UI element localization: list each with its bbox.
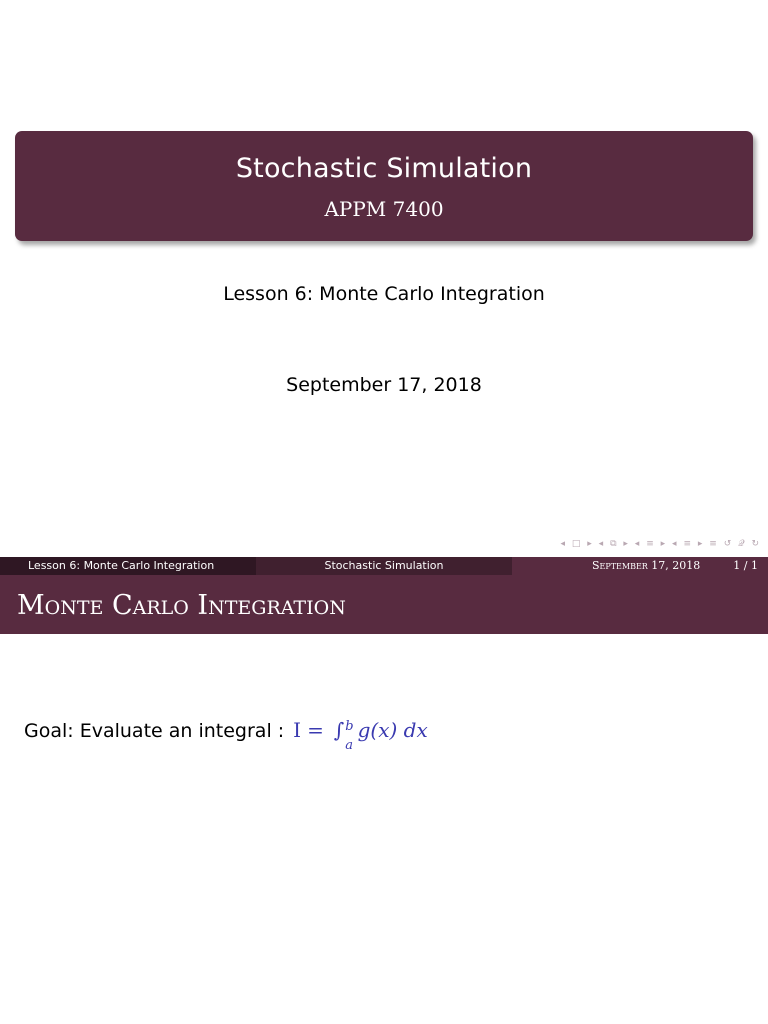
nav-back-icon[interactable]: ↺ [723, 539, 733, 549]
nav-forward-icon[interactable]: ↻ [751, 539, 760, 549]
nav-slide-icon[interactable]: □ [571, 539, 582, 549]
footer-date: September 17, 2018 [591, 559, 701, 572]
nav-next-icon[interactable]: ▸ [587, 539, 593, 549]
lesson-title: Lesson 6: Monte Carlo Integration [223, 283, 545, 305]
nav-next-icon[interactable]: ▸ [660, 539, 667, 549]
course-code: APPM 7400 [324, 197, 444, 221]
lower-limit: a [345, 738, 354, 753]
title-box [15, 131, 753, 241]
nav-prev-icon[interactable]: ◂ [634, 539, 641, 549]
upper-limit: b [345, 719, 354, 734]
presentation-date: September 17, 2018 [286, 374, 482, 396]
nav-prev-icon[interactable]: ◂ [560, 539, 566, 549]
presentation-title: Stochastic Simulation [235, 153, 533, 184]
nav-prev-icon[interactable]: ◂ [598, 539, 605, 549]
footer-page-number: 1 / 1 [733, 559, 758, 572]
nav-frame-icon[interactable]: ⧉ [610, 539, 618, 549]
integral-sign: ∫ [333, 718, 345, 742]
nav-prev-icon[interactable]: ◂ [672, 539, 678, 549]
nav-next-icon[interactable]: ▸ [623, 539, 629, 549]
nav-search-icon[interactable]: 𝒬 [738, 539, 746, 549]
footer-date-page [512, 557, 768, 575]
footer-title: Stochastic Simulation [256, 557, 512, 575]
goal-line [24, 718, 428, 753]
math-equals: = [307, 718, 324, 742]
beamer-navigation-symbols[interactable] [558, 539, 760, 549]
slide-footer [0, 557, 768, 575]
nav-section-icon[interactable]: ≡ [683, 539, 692, 549]
integral-limits [345, 719, 354, 755]
math-lhs: I [293, 718, 302, 742]
integral-formula [293, 718, 428, 753]
integrand: g(x) dx [357, 718, 428, 742]
footer-lesson: Lesson 6: Monte Carlo Integration [0, 557, 256, 575]
nav-subsection-icon[interactable]: ≡ [646, 539, 655, 549]
frame-title: Monte Carlo Integration [0, 575, 768, 634]
goal-text: Goal: Evaluate an integral : [24, 720, 285, 742]
nav-next-icon[interactable]: ▸ [697, 539, 704, 549]
nav-document-icon[interactable]: ≡ [709, 539, 718, 549]
